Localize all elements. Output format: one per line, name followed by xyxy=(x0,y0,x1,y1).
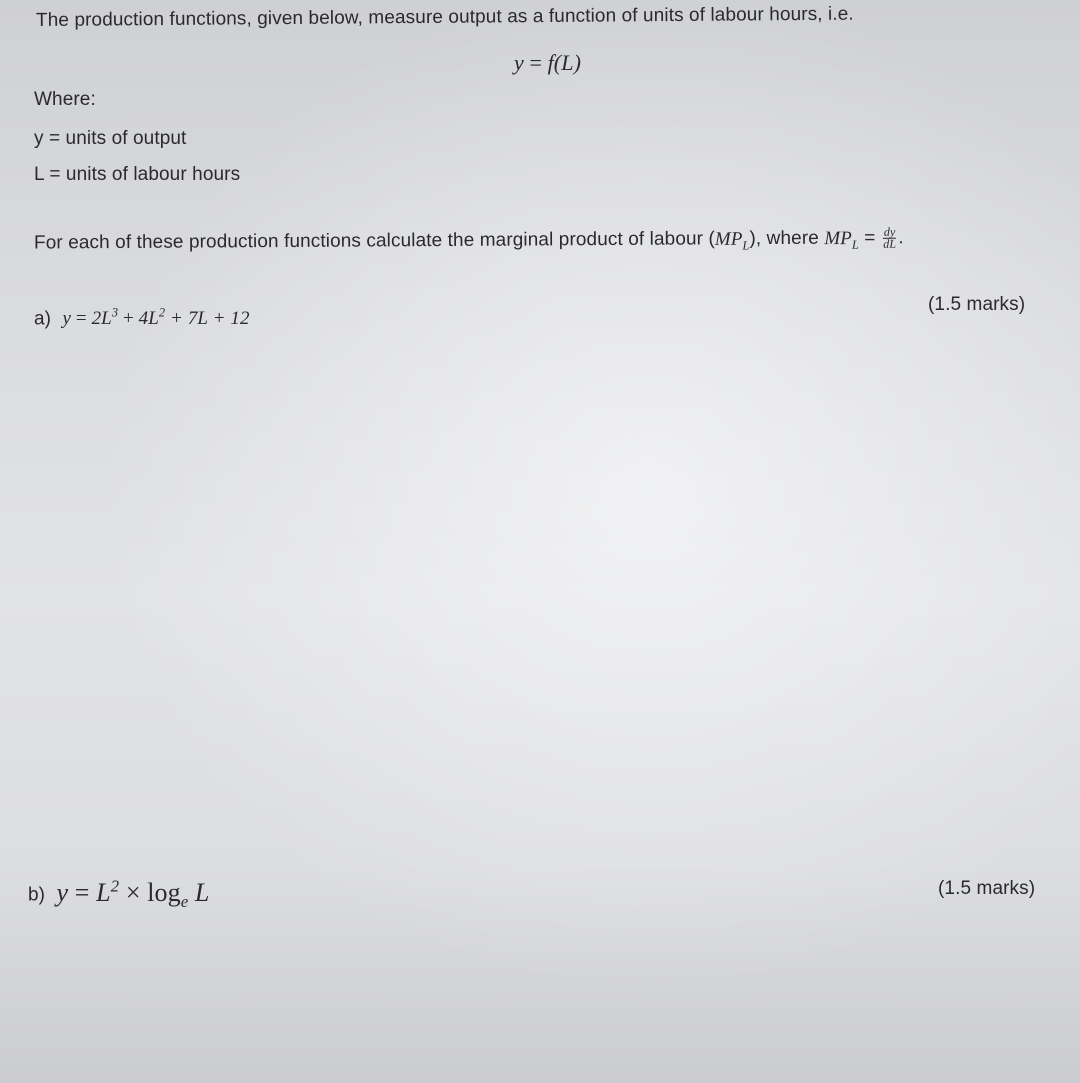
mp-symbol: $MP_L$ xyxy=(714,228,750,252)
mp-symbol-2: $MP_L$ xyxy=(824,227,859,252)
main-eq-equals: = xyxy=(523,50,548,75)
definition-l: L = units of labour hours xyxy=(34,164,241,185)
where-label: Where: xyxy=(34,89,96,110)
instruction-text xyxy=(33,224,904,258)
part-b-equation: $y = L^2 \times \log_e L$ xyxy=(56,876,210,911)
main-eq-lhs: y xyxy=(514,50,524,75)
main-eq-rhs: f(L) xyxy=(547,50,581,75)
part-b xyxy=(28,876,210,912)
derivative-fraction: $\frac{dy}{dL}$ xyxy=(883,224,897,251)
main-equation xyxy=(514,50,581,76)
part-b-label: b) xyxy=(28,884,46,906)
part-b-marks: (1.5 marks) xyxy=(938,878,1036,899)
instruction-end: . xyxy=(898,227,904,249)
instruction-equals: = xyxy=(858,227,881,249)
definition-y: y = units of output xyxy=(34,128,187,149)
part-a-marks: (1.5 marks) xyxy=(928,294,1026,315)
part-a xyxy=(34,306,250,330)
intro-text: The production functions, given below, measure output as a function of units of labour hours, i.e. xyxy=(35,3,854,31)
part-a-label: a) xyxy=(34,308,52,330)
part-a-equation: $y = 2L^3 + 4L^2 + 7L + 12$ xyxy=(62,306,250,330)
instruction-lead: For each of these production functions calculate the marginal product of labour ( xyxy=(33,228,715,254)
instruction-mid: ), where xyxy=(749,227,825,250)
